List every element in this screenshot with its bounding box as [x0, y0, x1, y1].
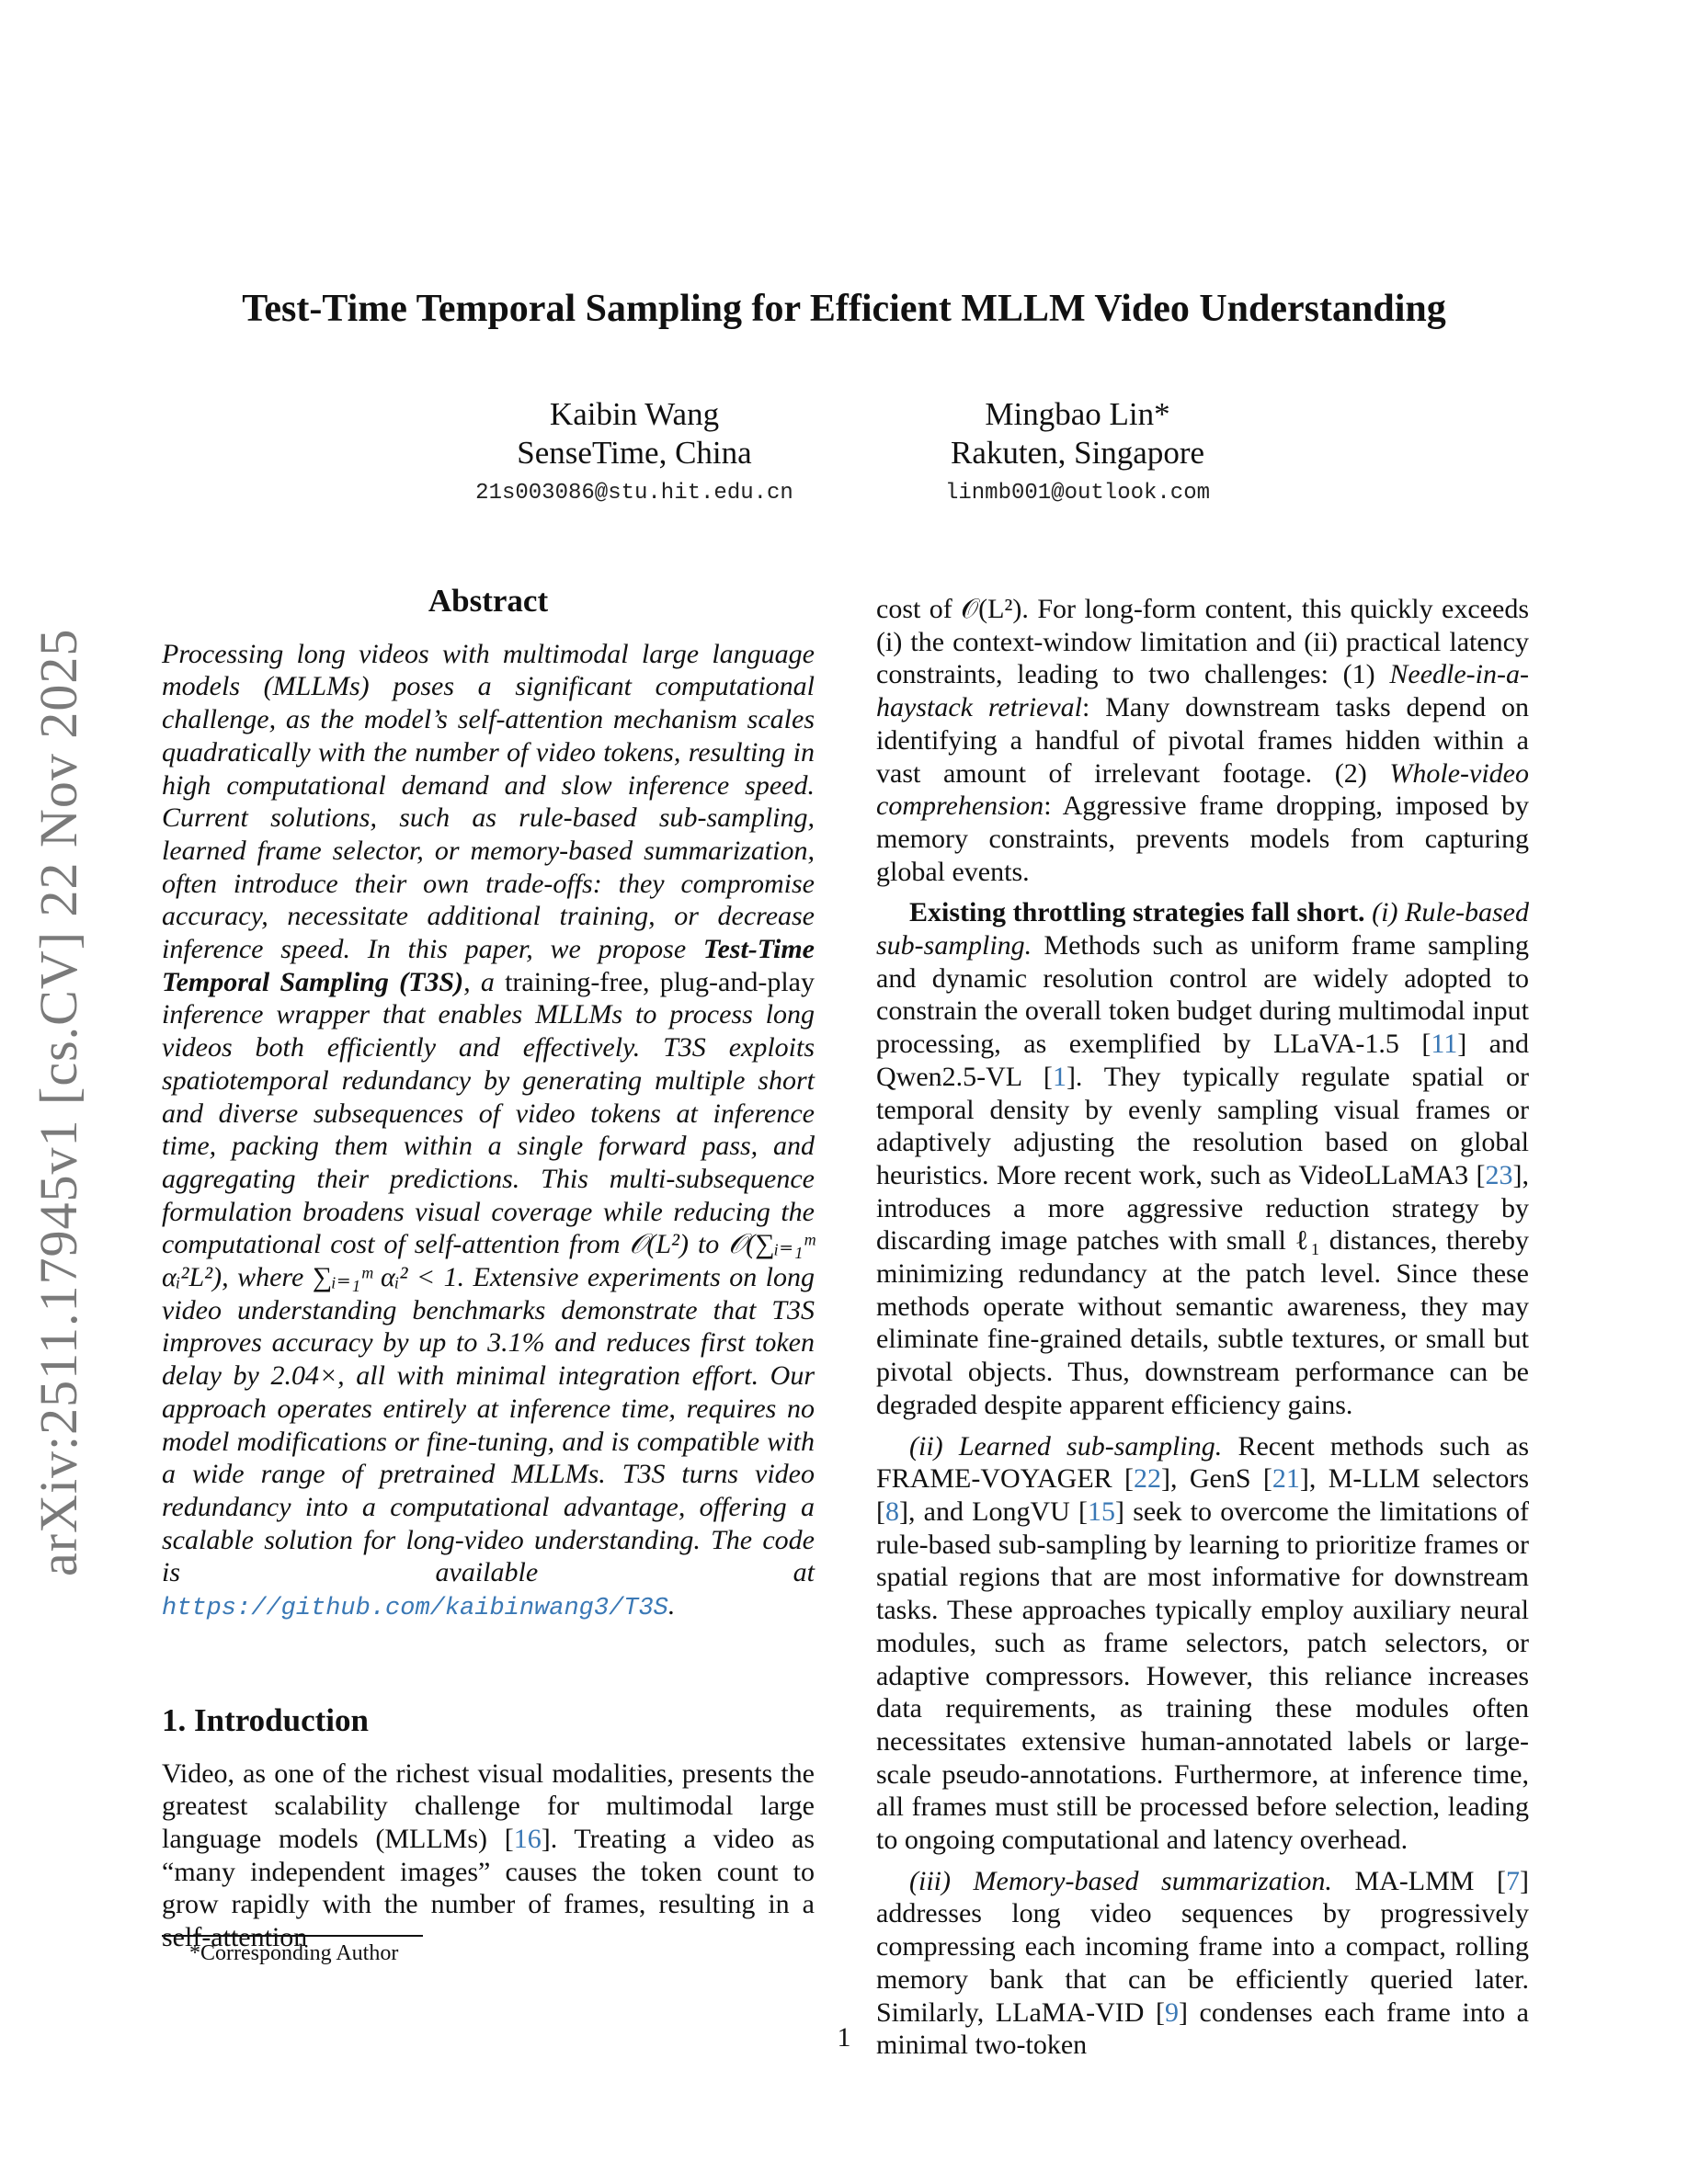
text-segment: ] addresses long video sequences by progressively compressing each incoming frame into a compact, rolling memory bank that can be efficiently queried later. Similarly, LLaMA-VID [	[876, 1865, 1529, 2028]
text-segment: ], introduces a more aggressive reduction strategy by discarding image patches with small ℓ₁ distances, thereby minimizing redundancy at the patch level. Since these methods operate without semantic awareness, they may eliminate fine-grained details, subtle textures, or small but pivotal objects. Thus, downstream performance can be degraded despite apparent efficiency gains.	[876, 1159, 1529, 1420]
abstract-body	[162, 638, 815, 1626]
citation-link[interactable]: 7	[1506, 1865, 1520, 1896]
author-2	[848, 395, 1307, 515]
text-segment: ]. They typically regulate spatial or temporal density by evenly sampling visual frames or adaptively adjusting the resolution based on global heuristics. More recent work, such as VideoLLaMA3 [	[876, 1061, 1530, 1190]
citation-link[interactable]: 11	[1431, 1029, 1458, 1060]
text-segment	[1365, 897, 1373, 927]
section-heading-introduction: 1. Introduction	[162, 1701, 369, 1738]
citation-link[interactable]: 8	[885, 1496, 899, 1527]
body-paragraph	[876, 593, 1529, 888]
text-segment: MA-LMM [	[1331, 1865, 1506, 1896]
arxiv-stamp: arXiv:2511.17945v1 [cs.CV] 22 Nov 2025	[29, 628, 88, 1576]
text-segment: Needle-in-a-haystack retrieval	[876, 659, 1529, 723]
text-segment: : Aggressive frame dropping, imposed by memory constraints, prevents models from capturing global events.	[876, 791, 1529, 887]
citation-link[interactable]: 16	[513, 1823, 542, 1854]
text-segment: (i) Rule-based sub-sampling.	[876, 897, 1529, 961]
intro-paragraph	[162, 1757, 815, 1954]
text-segment: .	[667, 1590, 676, 1621]
citation-link[interactable]: 22	[1134, 1463, 1162, 1495]
text-segment: Methods such as uniform frame sampling and dynamic resolution control are widely adopted to constrain the overall token budget during multimodal input processing, as exemplified by LLaVA-1.5 [	[876, 930, 1529, 1060]
text-segment: Test-Time Temporal Sampling (T3S)	[162, 934, 815, 997]
text-segment: cost of 𝒪(L²). For long-form content, this quickly exceeds (i) the context-window limitation and (ii) practical latency constraints, leading to two challenges: (1)	[876, 594, 1529, 690]
text-segment: , a	[463, 966, 506, 997]
author-name: Kaibin Wang	[549, 396, 720, 432]
author-name: Mingbao Lin*	[985, 396, 1170, 432]
body-paragraph	[876, 896, 1529, 1421]
citation-link[interactable]: 23	[1485, 1159, 1513, 1190]
text-segment: ], GenS [	[1161, 1463, 1272, 1495]
text-segment: (iii) Memory-based summarization.	[909, 1865, 1332, 1896]
author-affiliation: Rakuten, Singapore	[950, 435, 1205, 471]
text-segment: Video, as one of the richest visual modalities, presents the greatest scalability challenge for multimodal large language models (MLLMs) [	[162, 1757, 815, 1854]
citation-link[interactable]: 1	[1052, 1061, 1066, 1092]
text-segment: ] seek to overcome the limitations of rule-based sub-sampling by learning to prioritize frames or spatial regions that are most informative for downstream tasks. These approaches typically employ auxiliary neural modules, such as frame selectors, patch selectors, or adaptive compressors. However, this reliance increases data requirements, as training these modules often necessitates extensive human-annotated labels or large-scale pseudo-annotations. Furthermore, at inference time, all frames must still be processed before selection, leading to ongoing computational and latency overhead.	[876, 1496, 1529, 1856]
text-segment: training-free, plug-and-play	[505, 966, 815, 997]
text-segment: ] condenses each frame into a minimal two-token	[876, 1996, 1529, 2061]
text-segment: Existing throttling strategies fall short.	[909, 897, 1365, 928]
footnote-divider	[162, 1935, 423, 1937]
footnote: *Corresponding Author	[189, 1941, 399, 1965]
abstract-heading: Abstract	[428, 583, 549, 619]
text-segment: ], M-LLM selectors [	[876, 1463, 1529, 1527]
text-segment: Recent methods such as FRAME-VOYAGER [	[876, 1430, 1529, 1495]
text-segment: Whole-video comprehension	[876, 757, 1529, 822]
text-segment: (ii) Learned sub-sampling.	[909, 1430, 1223, 1462]
text-segment: ], and LongVU [	[899, 1496, 1089, 1527]
text-segment: Processing long videos with multimodal large language models (MLLMs) poses a significant computational challenge, as the model’s self-attention mechanism scales quadratically with the number of video tokens, resulting in high computational demand and slow inference speed. Current solutions, such as rule-based sub-sampling, learned frame selector, or memory-based summarization, often introduce their own trade-offs: they compromise accuracy, necessitate additional training, or decrease inference speed. In this paper, we propose	[162, 638, 815, 965]
text-segment: : Many downstream tasks depend on identifying a handful of pivotal frames hidden within a vast amount of irrelevant footage. (2)	[876, 692, 1529, 789]
citation-link[interactable]: 21	[1272, 1463, 1300, 1495]
left-column	[162, 585, 815, 1954]
text-segment: inference wrapper that enables MLLMs to process long videos both efficiently and effectively. T3S exploits spatiotemporal redundancy by generating multiple short and diverse subsequences of video tokens at inference time, packing them within a single forward pass, and aggregating their predictions. This multi-subsequence formulation broadens visual coverage while reducing the computational cost of self-attention from 𝒪(L²) to 𝒪(∑ᵢ₌₁ᵐ αᵢ²L²), where ∑ᵢ₌₁ᵐ αᵢ² < 1. Extensive experiments on long video understanding benchmarks demonstrate that T3S improves accuracy by up to 3.1% and reduces first token delay by 2.04×, all with minimal integration effort. Our approach operates entirely at inference time, requires no model modifications or fine-tuning, and is compatible with a wide range of pretrained MLLMs. T3S turns video redundancy into a computational advantage, offering a scalable solution for long-video understanding. The code is available at	[162, 999, 815, 1588]
body-paragraph	[876, 1430, 1529, 1857]
author-email: linmb001@outlook.com	[944, 481, 1211, 506]
author-email: 21s003086@stu.hit.edu.cn	[475, 481, 793, 506]
text-segment: ] and Qwen2.5-VL [	[876, 1029, 1529, 1092]
citation-link[interactable]: 15	[1088, 1496, 1116, 1527]
paper-title: Test-Time Temporal Sampling for Efficient MLLM Video Understanding	[242, 288, 1446, 330]
citation-link[interactable]: 9	[1164, 1996, 1179, 2028]
text-segment: ]. Treating a video as “many independent images” causes the token count to grow rapidly with the number of frames, resulting in a self-attention	[162, 1823, 815, 1953]
code-link[interactable]: https://github.com/kaibinwang3/T3S	[162, 1595, 668, 1623]
author-1	[405, 395, 864, 515]
right-column	[876, 593, 1529, 2062]
page-number: 1	[837, 2022, 851, 2053]
author-affiliation: SenseTime, China	[517, 435, 752, 471]
